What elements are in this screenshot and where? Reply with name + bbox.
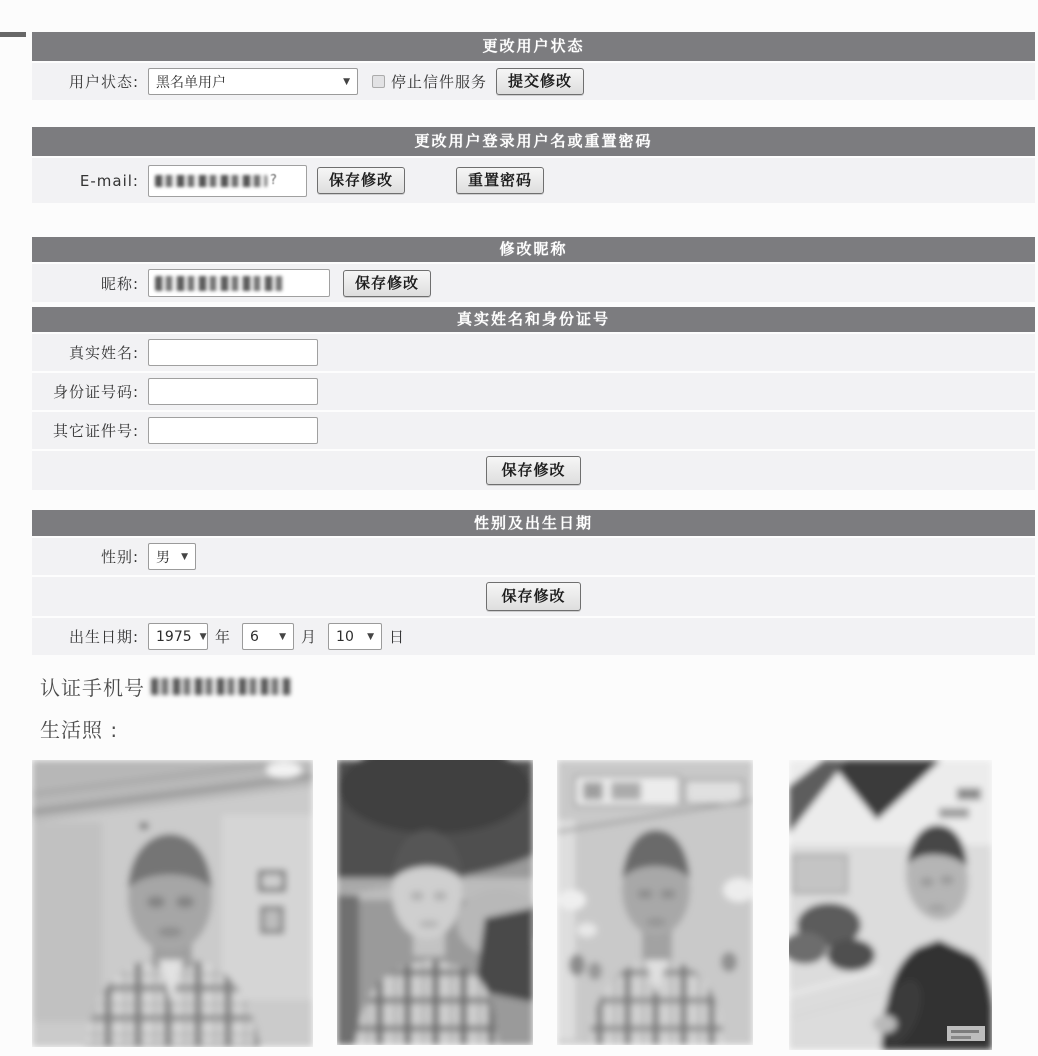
email-visible-char: ? xyxy=(270,173,277,188)
real-name-row xyxy=(32,332,1035,371)
section-title-identity: 真实姓名和身份证号 xyxy=(32,307,1035,332)
chevron-down-icon: ▼ xyxy=(279,631,287,642)
birth-date-label: 出生日期: xyxy=(68,628,139,646)
email-row xyxy=(32,156,1035,203)
birth-day-value: 10 xyxy=(336,628,354,645)
user-status-select[interactable] xyxy=(148,68,358,95)
email-label: E-mail: xyxy=(79,171,139,190)
photo-watermark xyxy=(947,1026,985,1041)
verified-phone-line xyxy=(40,672,1035,701)
section-identity xyxy=(32,307,1035,490)
email-value-redacted xyxy=(155,175,267,187)
verified-phone-label: 认证手机号 xyxy=(40,676,145,700)
life-photo-4 xyxy=(789,760,992,1050)
year-unit: 年 xyxy=(215,628,231,646)
birth-day-select[interactable] xyxy=(328,623,382,650)
reset-password-button[interactable]: 重置密码 xyxy=(456,167,544,194)
life-photos-label: 生活照 : xyxy=(40,718,119,742)
verified-phone-value-redacted xyxy=(151,678,291,695)
gender-save-row xyxy=(32,575,1035,616)
scan-artifact xyxy=(0,32,26,37)
stop-mail-label: 停止信件服务 xyxy=(391,73,488,91)
user-status-row xyxy=(32,61,1035,100)
main-content xyxy=(32,32,1035,1050)
section-title-nickname: 修改昵称 xyxy=(32,237,1035,262)
save-email-button[interactable]: 保存修改 xyxy=(317,167,405,194)
section-title-gender-birth: 性别及出生日期 xyxy=(32,510,1035,536)
section-user-status xyxy=(32,32,1035,100)
save-gender-button[interactable]: 保存修改 xyxy=(486,582,580,611)
life-photo-strip xyxy=(32,760,1035,1050)
user-status-selected-value: 黑名单用户 xyxy=(156,74,226,91)
id-number-row xyxy=(32,371,1035,410)
birth-date-row xyxy=(32,616,1035,655)
birth-month-select[interactable] xyxy=(242,623,294,650)
other-id-field[interactable] xyxy=(148,417,318,444)
chevron-down-icon: ▼ xyxy=(199,631,207,642)
section-title-user-status: 更改用户状态 xyxy=(32,32,1035,61)
section-nickname xyxy=(32,237,1035,302)
nickname-field[interactable] xyxy=(148,269,330,297)
other-id-row xyxy=(32,410,1035,449)
id-number-label: 身份证号码: xyxy=(52,383,139,401)
day-unit: 日 xyxy=(389,628,405,646)
chevron-down-icon: ▼ xyxy=(181,551,188,562)
birth-month-value: 6 xyxy=(250,628,259,645)
gender-selected-value: 男 xyxy=(156,549,170,566)
life-photo-1 xyxy=(32,760,313,1050)
section-title-login: 更改用户登录用户名或重置密码 xyxy=(32,127,1035,156)
nickname-row xyxy=(32,262,1035,302)
submit-change-button[interactable]: 提交修改 xyxy=(496,68,584,95)
real-name-label: 真实姓名: xyxy=(68,344,139,362)
birth-year-select[interactable] xyxy=(148,623,208,650)
birth-year-value: 1975 xyxy=(156,628,192,645)
life-photo-2 xyxy=(337,760,533,1050)
other-id-label: 其它证件号: xyxy=(52,422,139,440)
identity-save-row xyxy=(32,449,1035,490)
nickname-label: 昵称: xyxy=(100,274,139,293)
section-gender-birth xyxy=(32,510,1035,655)
gender-select[interactable] xyxy=(148,543,196,570)
real-name-field[interactable] xyxy=(148,339,318,366)
month-unit: 月 xyxy=(301,628,317,646)
section-login xyxy=(32,127,1035,203)
email-field[interactable] xyxy=(148,165,307,197)
id-number-field[interactable] xyxy=(148,378,318,405)
nickname-value-redacted xyxy=(155,276,283,291)
save-identity-button[interactable]: 保存修改 xyxy=(486,456,580,485)
user-status-label: 用户状态: xyxy=(68,73,139,91)
gender-row xyxy=(32,536,1035,575)
stop-mail-checkbox[interactable] xyxy=(372,75,385,88)
chevron-down-icon: ▼ xyxy=(343,76,350,87)
life-photo-3 xyxy=(557,760,753,1050)
gender-label: 性别: xyxy=(100,548,139,566)
chevron-down-icon: ▼ xyxy=(367,631,375,642)
save-nickname-button[interactable]: 保存修改 xyxy=(343,270,431,297)
